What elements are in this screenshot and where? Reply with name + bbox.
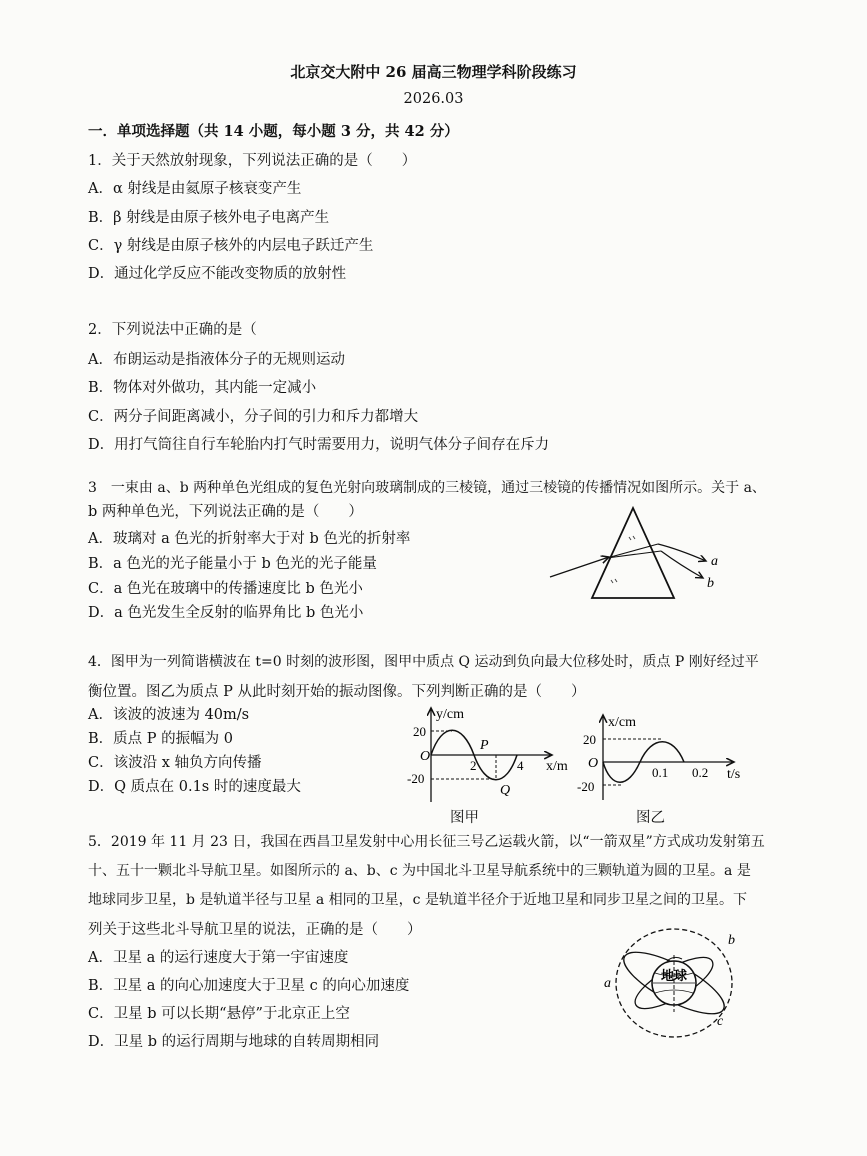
option-d: D．用打气筒往自行车轮胎内打气时需要用力，说明气体分子间存在斥力 [88, 437, 550, 453]
option-b: B．β 射线是由原子核外电子电离产生 [88, 210, 330, 226]
ray-b-label: b [707, 576, 714, 591]
y-axis-label: x/cm [608, 715, 636, 730]
option-a: A．布朗运动是指液体分子的无规则运动 [88, 352, 345, 368]
sat-a-label: a [604, 976, 611, 991]
figure-jia-caption: 图甲 [450, 810, 479, 826]
figure-yi-caption: 图乙 [636, 810, 665, 826]
incident-ray [550, 557, 609, 577]
y-tick-neg20: -20 [407, 771, 425, 786]
question-stem-line1: 3 一束由 a、b 两种单色光组成的复色光射向玻璃制成的三棱镜，通过三棱镜的传播情况如图所示。关于 a、 [88, 480, 766, 496]
page-title: 北京交大附中 26 届高三物理学科阶段练习 [290, 63, 577, 81]
question-stem-line2: 十、五十一颗北斗导航卫星。如图所示的 a、b、c 为中国北斗卫星导航系统中的三颗轨道为圆的卫星。a 是 [88, 863, 751, 879]
origin-label: O [588, 756, 599, 771]
option-a: A．该波的波速为 40m/s [88, 707, 250, 723]
option-d: D．a 色光发生全反射的临界角比 b 色光小 [88, 605, 364, 621]
y-tick-20: 20 [413, 724, 426, 739]
option-d: D．通过化学反应不能改变物质的放射性 [88, 266, 347, 282]
sat-c-label: c [717, 1014, 724, 1029]
y-tick-neg20: -20 [577, 779, 595, 794]
option-a: A．玻璃对 a 色光的折射率大于对 b 色光的折射率 [88, 531, 411, 547]
earth-label: 地球 [661, 968, 688, 983]
option-b: B．a 色光的光子能量小于 b 色光的光子能量 [88, 556, 377, 572]
glass-hatch [611, 536, 635, 583]
option-d: D．Q 质点在 0.1s 时的速度最大 [88, 779, 301, 795]
option-c: C．两分子间距离减小，分子间的引力和斥力都增大 [88, 409, 419, 425]
origin-label: O [420, 749, 431, 764]
option-a: A．卫星 a 的运行速度大于第一宇宙速度 [88, 950, 349, 966]
x-tick-2: 2 [470, 758, 477, 773]
point-p-label: P [480, 738, 489, 753]
prism-triangle [592, 508, 674, 598]
option-c: C．该波沿 x 轴负方向传播 [88, 755, 262, 771]
option-c: C．a 色光在玻璃中的传播速度比 b 色光小 [88, 581, 363, 597]
ray-a-inside [607, 544, 658, 558]
ray-a-out [658, 544, 706, 561]
option-b: B．物体对外做功，其内能一定减小 [88, 380, 317, 396]
question-stem: 2．下列说法中正确的是（ [88, 322, 257, 338]
t-tick-02: 0.2 [692, 765, 709, 780]
x-axis-label: x/m [546, 759, 568, 774]
ray-b-out [661, 551, 703, 578]
section-heading: 一．单项选择题（共 14 小题，每小题 3 分，共 42 分） [88, 123, 459, 140]
ray-a-label: a [711, 554, 718, 569]
ray-b-inside [607, 551, 661, 558]
sat-b-label: b [728, 933, 735, 948]
option-b: B．质点 P 的振幅为 0 [88, 731, 233, 747]
question-stem-line1: 4．图甲为一列简谐横波在 t=0 时刻的波形图，图甲中质点 Q 运动到负向最大位移处时，质点 P 刚好经过平 [88, 654, 759, 670]
prism-figure [540, 505, 740, 605]
vibration-graph-yi [572, 710, 752, 810]
question-stem-line3: 地球同步卫星，b 是轨道半径与卫星 a 相同的卫星，c 是轨道半径介于近地卫星和同步卫星之间的卫星。下 [88, 892, 747, 908]
y-axis-label: y/cm [436, 707, 464, 722]
t-tick-01: 0.1 [652, 765, 669, 780]
question-stem-line4: 列关于这些北斗导航卫星的说法，正确的是（ ） [88, 922, 422, 938]
t-axis-label: t/s [727, 767, 741, 782]
question-stem-line2: 衡位置。图乙为质点 P 从此时刻开始的振动图像。下列判断正确的是（ ） [88, 684, 586, 700]
y-tick-20: 20 [583, 732, 596, 747]
option-c: C．卫星 b 可以长期“悬停”于北京正上空 [88, 1006, 350, 1022]
page-date: 2026.03 [403, 91, 464, 107]
point-q-label: Q [500, 783, 511, 798]
question-stem-line2: b 两种单色光，下列说法正确的是（ ） [88, 504, 363, 520]
option-c: C．γ 射线是由原子核外的内层电子跃迁产生 [88, 238, 374, 254]
question-stem-line1: 5．2019 年 11 月 23 日，我国在西昌卫星发射中心用长征三号乙运载火箭，以“一箭双星”方式成功发射第五 [88, 834, 765, 850]
satellite-orbits-figure [598, 925, 748, 1045]
option-d: D．卫星 b 的运行周期与地球的自转周期相同 [88, 1034, 380, 1050]
question-stem: 1．关于天然放射现象，下列说法正确的是（ ） [88, 153, 417, 169]
option-b: B．卫星 a 的向心加速度大于卫星 c 的向心加速度 [88, 978, 410, 994]
wave-graph-jia [400, 698, 570, 828]
x-tick-4: 4 [517, 758, 524, 773]
option-a: A．α 射线是由氦原子核衰变产生 [88, 181, 302, 197]
